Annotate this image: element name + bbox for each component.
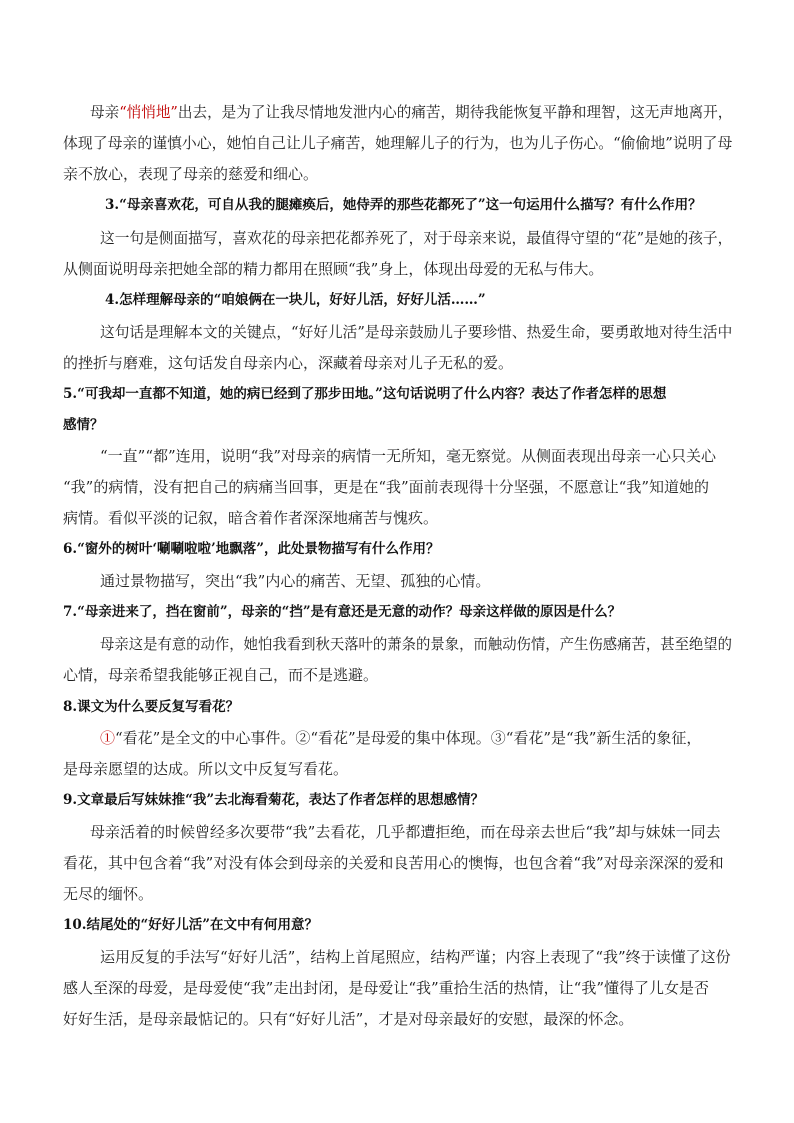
document-page: 母亲“悄悄地”出去，是为了让我尽情地发泄内心的痛苦，期待我能恢复平静和理智，这无声地离开， 体现了母亲的谨慎小心，她怕自己让儿子痛苦，她理解儿子的行为，也为儿子伤心。“偷偷地”说明了母 亲不放心，表现了母亲的慈爱和细心。 3.“母亲喜欢花，可自从我的腿瘫痪后，她侍弄的那些花都死了”这一句运用什么描写？有什么作用？ 这一句是侧面描写，喜欢花的母亲把花都养死了，对于母亲来说，最值得守望的“花”是她的孩子， 从侧面说明母亲把她全部的精力都用在照顾“我”身上，体现出母爱的无私与伟大。 4.怎样理解母亲的“咱娘俩在一块儿，好好儿活，好好儿活……” 这句话是理解本文的关键点，“好好儿活”是母亲鼓励儿子要珍惜、热爱生命，要勇敢地对待生活中 的挫折与磨难，这句话发自母亲内心，深藏着母亲对儿子无私的爱。 5.“可我却一直都不知道，她的病已经到了那步田地。”这句话说明了什么内容？表达了作者怎样的思想 感情？ “一直”“都”连用，说明“我”对母亲的病情一无所知，毫无察觉。从侧面表现出母亲一心只关心 “我”的病情，没有把自己的病痛当回事，更是在“我”面前表现得十分坚强，不愿意让“我”知道她的 病情。看似平淡的记叙，暗含着作者深深地痛苦与愧疚。 6.“窗外的树叶‘唰唰啦啦’地飘落”，此处景物描写有什么作用？ 通过景物描写，突出“我”内心的痛苦、无望、孤独的心情。 7.“母亲进来了，挡在窗前”，母亲的“挡”是有意还是无意的动作？母亲这样做的原因是什么？ 母亲这是有意的动作，她怕我看到秋天落叶的萧条的景象，而触动伤情，产生伤感痛苦，甚至绝望的 心情，母亲希望我能够正视自己，而不是逃避。 8.课文为什么要反复写看花？ ①“看花”是全文的中心事件。②“看花”是母爱的集中体现。③“看花”是“我”新生活的象征， 是母亲愿望的达成。所以文中反复写看花。 9.文章最后写妹妹推“我”去北海看菊花，表达了作者怎样的思想感情？ 母亲活着的时候曾经多次要带“我”去看花，几乎都遭拒绝，而在母亲去世后“我”却与妹妹一同去 看花，其中包含着“我”对没有体会到母亲的关爱和良苦用心的懊悔，也包含着“我”对母亲深深的爱和 无尽的缅怀。 10.结尾处的“好好儿活”在文中有何用意？ 运用反复的手法写“好好儿活”，结构上首尾照应，结构严谨；内容上表现了“我”终于读懂了这份 感人至深的母爱，是母爱使“我”走出封闭，是母爱让“我”重拾生活的热情，让“我”懂得了儿女是否 好好生活，是母亲最惦记的。只有“好好儿活”，才是对母亲最好的安慰，最深的怀念。 bbox=[63, 103, 733, 1028]
answer-text: 出去，是为了让我尽情地发泄内心的痛苦，期待我能恢复平静和理智，这无声地离开， bbox=[177, 103, 733, 121]
answer-text: 母亲 bbox=[90, 103, 120, 121]
highlighted-term: “悄悄地” bbox=[119, 103, 178, 121]
answer-text: “看花”是全文的中心事件。②“看花”是母爱的集中体现。③“看花”是“我”新生活的象征， bbox=[115, 729, 702, 747]
circled-number: ① bbox=[100, 729, 116, 747]
